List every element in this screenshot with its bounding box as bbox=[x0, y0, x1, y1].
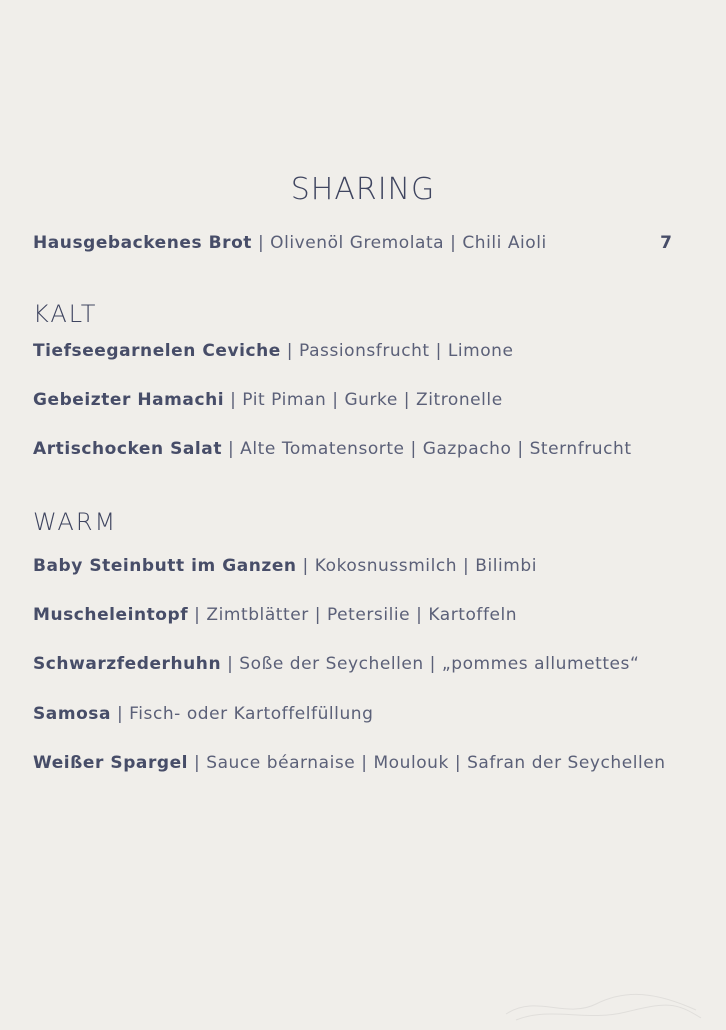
menu-item bbox=[33, 703, 373, 725]
item-description: | Alte Tomatensorte | Gazpacho | Sternfrucht bbox=[222, 439, 632, 459]
menu-item bbox=[33, 438, 632, 460]
item-description: | Sauce béarnaise | Moulouk | Safran der Seychellen bbox=[188, 753, 666, 773]
item-name: Gebeizter Hamachi bbox=[33, 390, 225, 410]
item-description: | Kokosnussmilch | Bilimbi bbox=[296, 556, 538, 576]
item-description: | Passionsfrucht | Limone bbox=[280, 341, 514, 361]
section-title-kalt: KALT bbox=[33, 300, 98, 328]
item-name: Samosa bbox=[33, 704, 111, 724]
section-title-sharing: SHARING bbox=[290, 172, 436, 207]
menu-item bbox=[33, 555, 537, 577]
menu-item bbox=[33, 389, 503, 411]
item-description: | Olivenöl Gremolata | Chili Aioli bbox=[251, 233, 547, 253]
item-name: Hausgebackenes Brot bbox=[33, 233, 252, 253]
menu-item bbox=[33, 604, 517, 626]
item-description: | Pit Piman | Gurke | Zitronelle bbox=[224, 390, 503, 410]
item-name: Artischocken Salat bbox=[33, 439, 222, 459]
item-name: Tiefseegarnelen Ceviche bbox=[33, 341, 281, 361]
section-title-warm: WARM bbox=[33, 508, 118, 536]
item-name: Baby Steinbutt im Ganzen bbox=[33, 556, 297, 576]
item-name: Muscheleintopf bbox=[33, 605, 189, 625]
item-name: Schwarzfederhuhn bbox=[33, 654, 222, 674]
menu-item bbox=[33, 232, 547, 254]
menu-item bbox=[33, 653, 639, 675]
faint-watermark bbox=[496, 984, 706, 1024]
item-name: Weißer Spargel bbox=[33, 753, 189, 773]
item-description: | Soße der Seychellen | „pommes allumettes“ bbox=[221, 654, 640, 674]
menu-item bbox=[33, 340, 514, 362]
item-price: 7 bbox=[660, 233, 672, 253]
item-description: | Fisch- oder Kartoffelfüllung bbox=[111, 704, 374, 724]
menu-item bbox=[33, 752, 666, 774]
item-description: | Zimtblätter | Petersilie | Kartoffeln bbox=[188, 605, 518, 625]
